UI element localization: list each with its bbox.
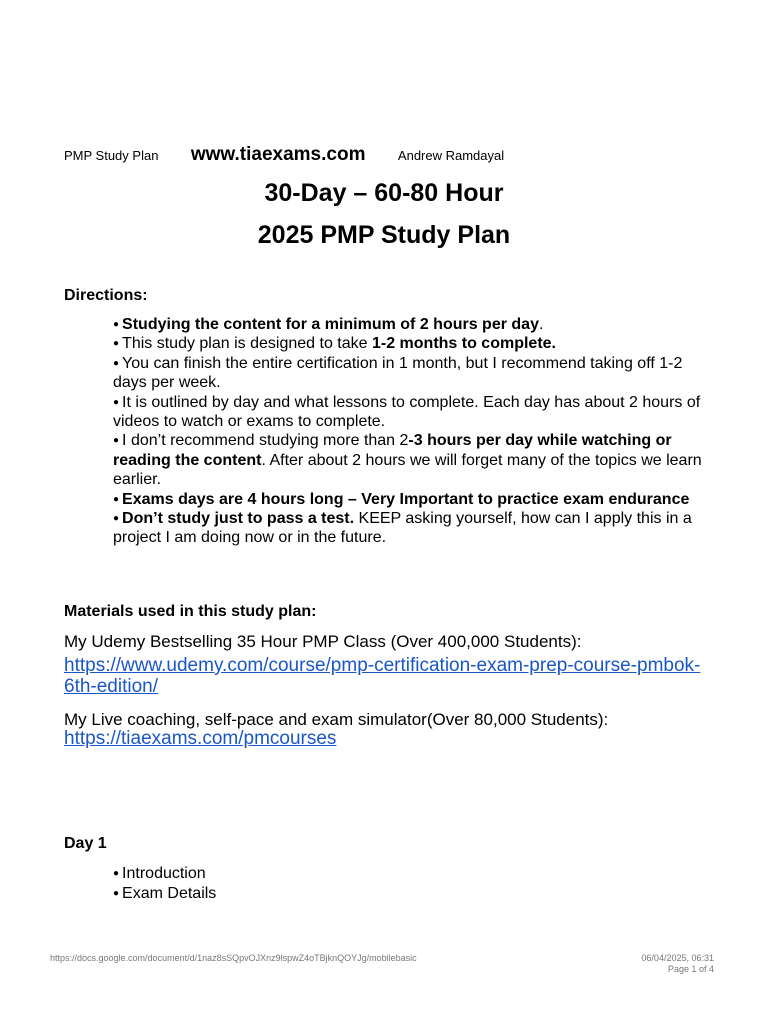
directions-list <box>113 315 713 548</box>
bullet-icon: ● <box>113 888 120 899</box>
bullet-icon: ● <box>113 338 120 350</box>
list-item: ● It is outlined by day and what lessons to complete. Each day has about 2 hours of videos to watch or exams to complete. <box>113 393 701 431</box>
live-coaching-description: My Live coaching, self-pace and exam simulator(Over 80,000 Students): <box>64 710 609 729</box>
list-item: ● Studying the content for a minimum of 2 hours per day. <box>113 316 544 333</box>
footer-url: https://docs.google.com/document/d/1naz8sSQpvOJXnz9lspwZ4oTBjknQOYJg/mobilebasic <box>50 953 417 963</box>
tiaexams-courses-link[interactable]: https://tiaexams.com/pmcourses <box>64 728 337 749</box>
bullet-icon: ● <box>113 357 120 369</box>
udemy-description: My Udemy Bestselling 35 Hour PMP Class (Over 400,000 Students): <box>64 632 582 651</box>
list-item: ● Don’t study just to pass a test. KEEP asking yourself, how can I apply this in a project I am doing now or in the future. <box>113 510 692 547</box>
bullet-icon: ● <box>113 493 120 505</box>
document-header <box>64 144 704 166</box>
list-item: ● I don’t recommend studying more than 2-3 hours per day while watching or reading the content. After about 2 hours we will forget many of the topics we learn earlier. <box>113 432 702 489</box>
bullet-icon: ● <box>113 868 120 879</box>
bullet-icon: ● <box>113 319 120 330</box>
footer-datetime: 06/04/2025, 06:31 <box>641 953 714 963</box>
header-doc-name: PMP Study Plan <box>64 148 159 163</box>
bullet-icon: ● <box>113 435 120 447</box>
day1-list <box>113 864 713 904</box>
list-item: ● Exam Details <box>113 885 217 902</box>
footer-page-number: Page 1 of 4 <box>667 964 714 974</box>
list-item: ● This study plan is designed to take 1-2 months to complete. <box>113 335 556 353</box>
day1-heading: Day 1 <box>64 835 107 852</box>
footer-meta <box>641 953 714 975</box>
list-item: ● Exams days are 4 hours long – Very Important to practice exam endurance <box>113 490 690 508</box>
list-item: ● You can finish the entire certification in 1 month, but I recommend taking off 1-2 days per week. <box>113 354 683 392</box>
header-website: www.tiaexams.com <box>190 144 366 165</box>
page-title-line-2: 2025 PMP Study Plan <box>257 221 511 249</box>
udemy-course-link[interactable]: https://www.udemy.com/course/pmp-certification-exam-prep-course-pmbok-6th-edition/ <box>64 655 701 697</box>
list-item: ● Introduction <box>113 865 206 882</box>
bullet-icon: ● <box>113 513 120 525</box>
page-title-line-1: 30-Day – 60-80 Hour <box>264 179 504 207</box>
bullet-icon: ● <box>113 396 120 408</box>
header-author: Andrew Ramdayal <box>397 148 505 163</box>
materials-heading: Materials used in this study plan: <box>64 603 317 620</box>
directions-heading: Directions: <box>64 287 148 304</box>
